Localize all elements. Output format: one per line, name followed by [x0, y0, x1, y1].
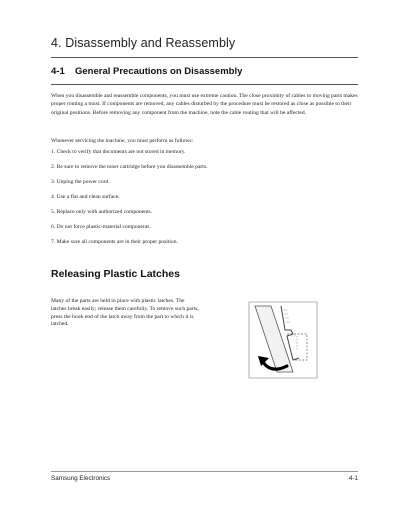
chapter-rule [51, 57, 358, 58]
list-item: 1. Check to verify that documents are not stored in memory. [51, 149, 186, 155]
section-number: 4-1 [51, 66, 65, 77]
list-item: 6. Do not force plastic-material components. [51, 224, 151, 230]
precaution-list [51, 148, 207, 253]
list-item: 2. Be sure to remove the toner cartridge before you disassemble parts. [51, 164, 208, 170]
list-item: 5. Replace only with authorized components. [51, 209, 153, 215]
footer-rule [51, 471, 358, 472]
section-heading [51, 66, 242, 77]
footer-company: Samsung Electronics [51, 475, 111, 482]
chapter-title: 4. Disassembly and Reassembly [51, 36, 236, 50]
latches-heading: Releasing Plastic Latches [51, 268, 180, 280]
lead-paragraph: Whenever servicing the machine, you must perform as follows: [51, 138, 194, 144]
list-item: 4. Use a flat and clean surface. [51, 194, 120, 200]
latches-paragraph: Many of the parts are held in place with plastic latches. The latches break easily; release them carefully. To remove such parts, press the hook end of the latch away from the part to which it is latched. [51, 298, 199, 328]
intro-paragraph: When you disassemble and reassemble components, you must use extreme caution. The close proximity of cables to moving parts makes proper routing a must. If components are removed, any cables disturbed by the procedure must be restored as close as possible to their original positions. Before removing any component from the machine, note the cable routing that will be affected. [51, 93, 358, 116]
section-rule [51, 84, 358, 85]
list-item: 3. Unplug the power cord. [51, 179, 110, 185]
latch-illustration [247, 300, 327, 380]
list-item: 7. Make sure all components are in their proper position. [51, 239, 178, 245]
footer-page-number: 4-1 [348, 475, 358, 482]
section-title: General Precautions on Disassembly [75, 66, 243, 77]
